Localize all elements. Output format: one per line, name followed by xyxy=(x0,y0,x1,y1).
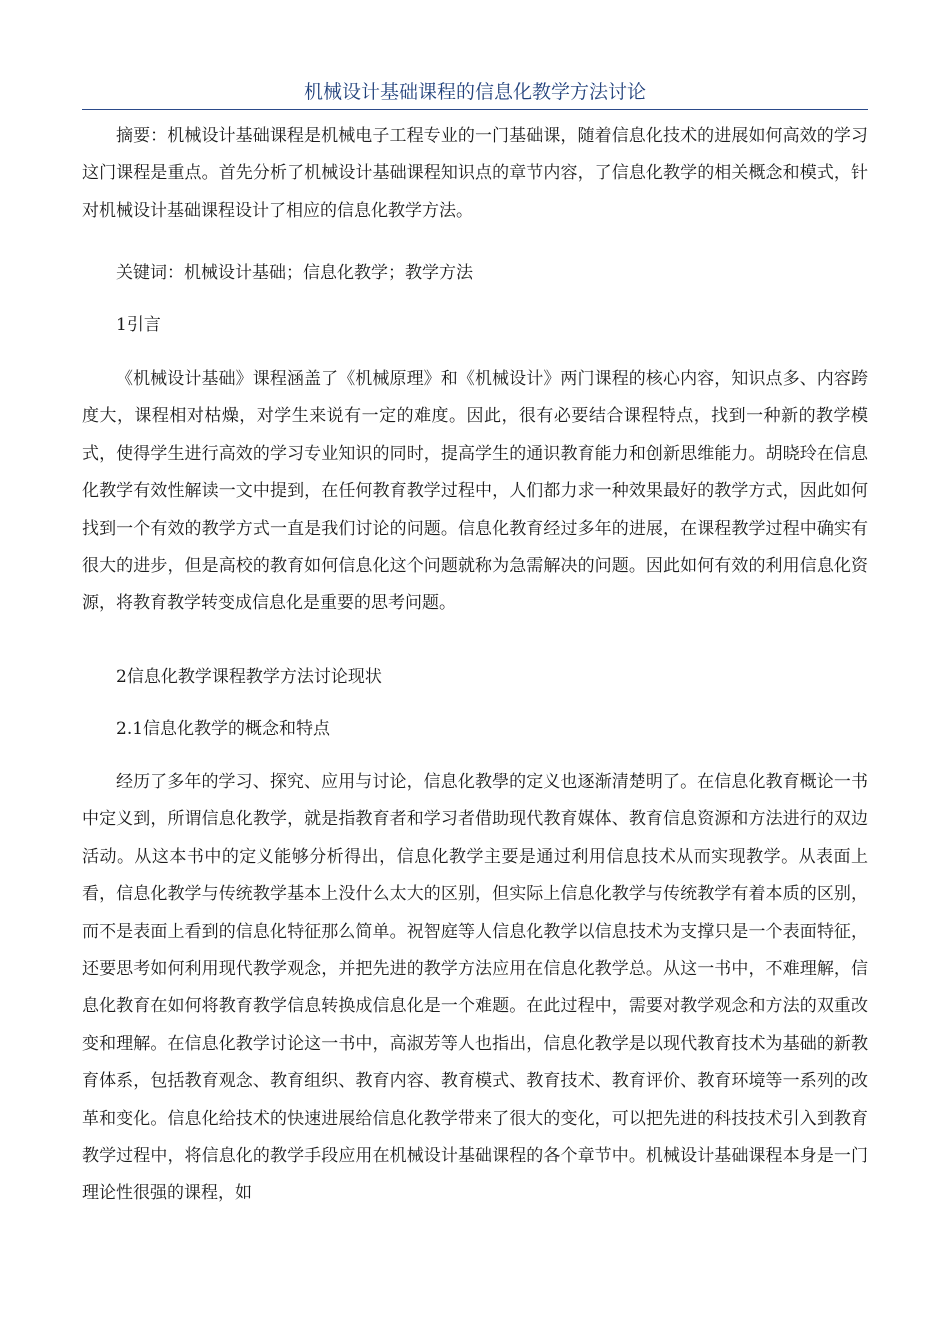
title-divider xyxy=(82,109,868,110)
document-title: 机械设计基础课程的信息化教学方法讨论 xyxy=(303,81,646,103)
section-2-heading: 2信息化教学课程教学方法讨论现状 xyxy=(116,667,382,687)
keywords-line: 关键词：机械设计基础；信息化教学；教学方法 xyxy=(116,263,473,283)
section-1-body: 《机械设计基础》课程涵盖了《机械原理》和《机械设计》两门课程的核心内容，知识点多、内容跨度大，课程相对枯燥，对学生来说有一定的难度。因此，很有必要结合课程特点，找到一种新的教学模式，使得学生进行高效的学习专业知识的同时，提高学生的通识教育能力和创新思维能力。胡晓玲在信息化教学有效性解读一文中提到，在任何教育教学过程中，人们都力求一种效果最好的教学方式，因此如何找到一个有效的教学方式一直是我们讨论的问题。信息化教育经过多年的进展，在课程教学过程中确实有很大的进步，但是高校的教育如何信息化这个问题就称为急需解决的问题。因此如何有效的利用信息化资源，将教育教学转变成信息化是重要的思考问题。 xyxy=(82,369,868,614)
section-1-heading: 1引言 xyxy=(116,315,161,335)
section-2-1-body: 经历了多年的学习、探究、应用与讨论，信息化教學的定义也逐渐清楚明了。在信息化教育概论一书中定义到，所谓信息化教学，就是指教育者和学习者借助现代教育媒体、教育信息资源和方法进行的双边活动。从这本书中的定义能够分析得出，信息化教学主要是通过利用信息技术从而实现教学。从表面上看，信息化教学与传统教学基本上没什么太大的区别，但实际上信息化教学与传统教学有着本质的区别，而不是表面上看到的信息化特征那么简单。祝智庭等人信息化教学以信息技术为支撑只是一个表面特征，还要思考如何利用现代教学观念，并把先进的教学方法应用在信息化教学总。从这一书中，不难理解，信息化教育在如何将教育教学信息转换成信息化是一个难题。在此过程中，需要对教学观念和方法的双重改变和理解。在信息化教学讨论这一书中，高淑芳等人也指出，信息化教学是以现代教育技术为基础的新教育体系，包括教育观念、教育组织、教育内容、教育模式、教育技术、教育评价、教育环境等一系列的改革和变化。信息化给技术的快速进展给信息化教学带来了很大的变化，可以把先进的科技技术引入到教育教学过程中，将信息化的教学手段应用在机械设计基础课程的各个章节中。机械设计基础课程本身是一门理论性很强的课程，如 xyxy=(82,772,868,1204)
abstract-paragraph: 摘要：机械设计基础课程是机械电子工程专业的一门基础课，随着信息化技术的进展如何高效的学习这门课程是重点。首先分析了机械设计基础课程知识点的章节内容，了信息化教学的相关概念和模式，针对机械设计基础课程设计了相应的信息化教学方法。 xyxy=(82,126,868,221)
section-2-1-heading: 2.1信息化教学的概念和特点 xyxy=(116,719,331,739)
